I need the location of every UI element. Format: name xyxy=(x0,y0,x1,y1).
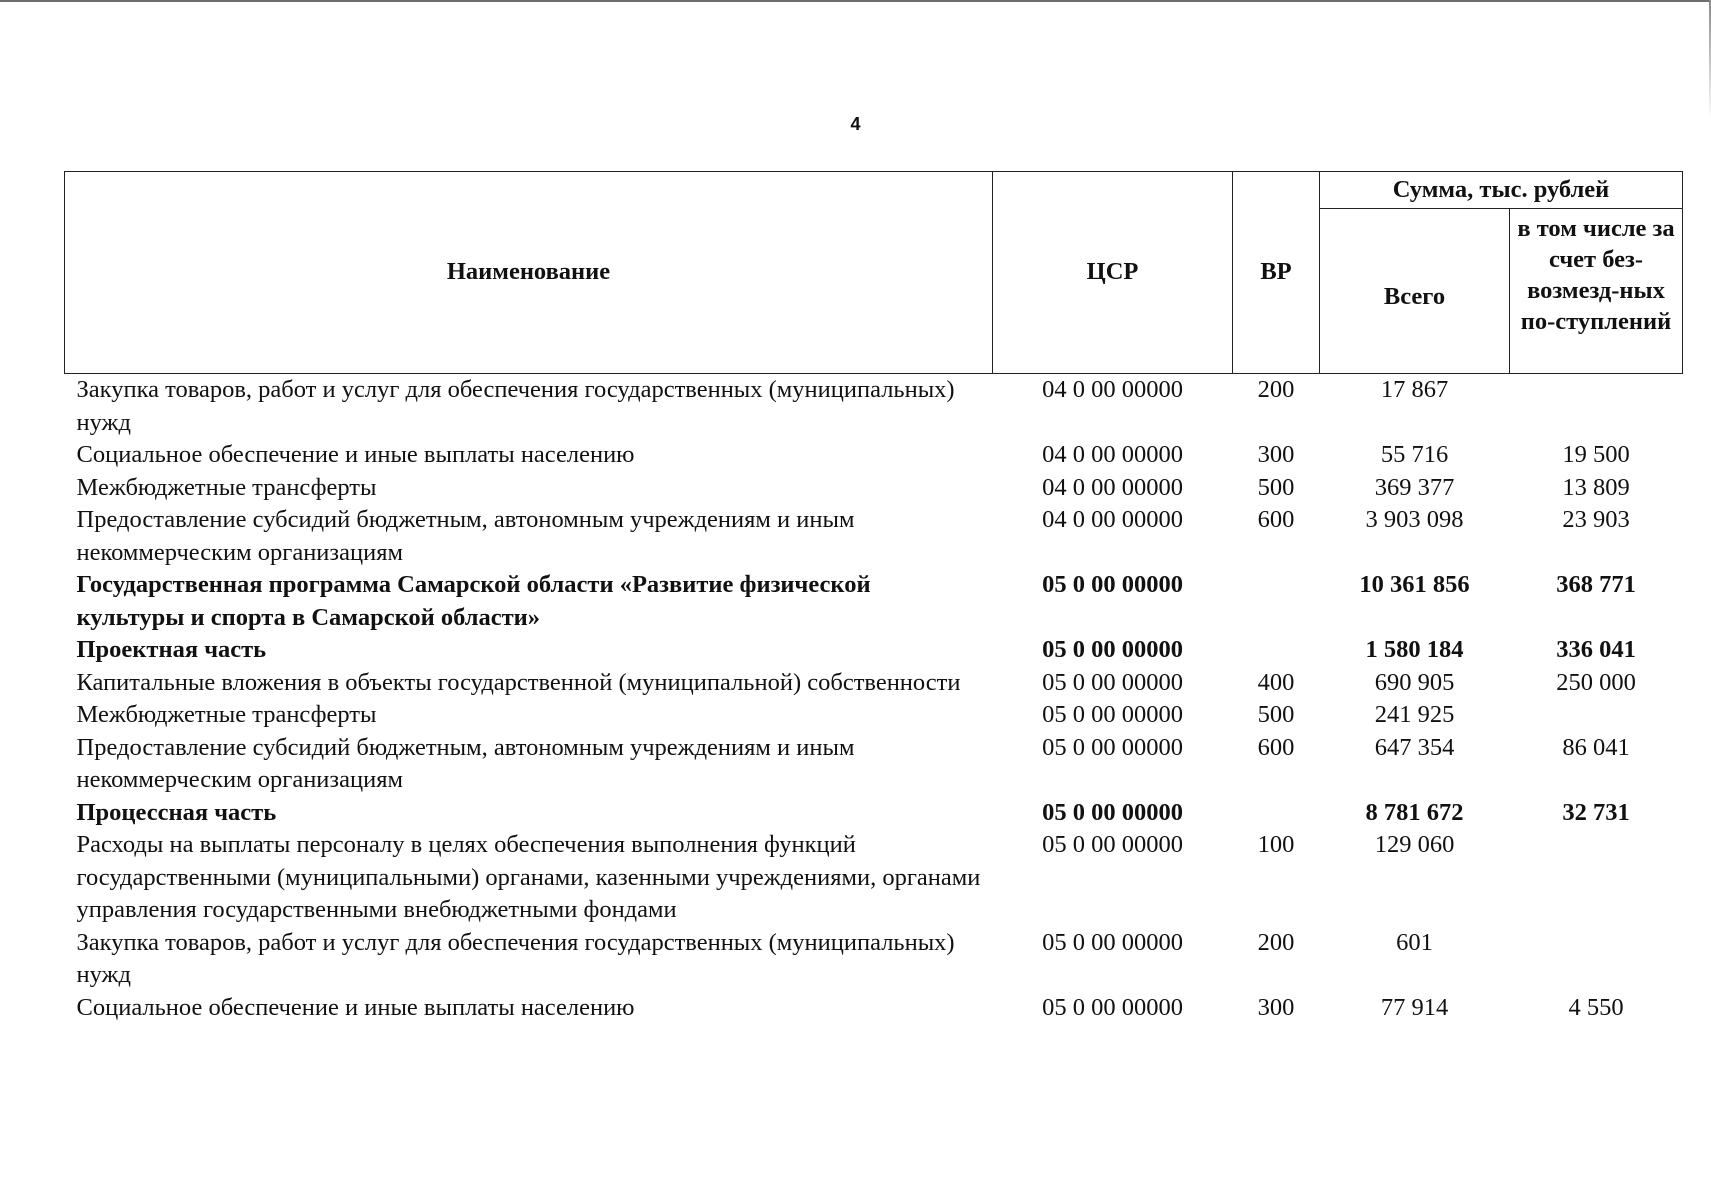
cell-total: 601 xyxy=(1396,928,1433,956)
cell-vr: 500 xyxy=(1257,473,1295,501)
cell-total: 241 925 xyxy=(1374,701,1455,728)
table-row xyxy=(65,504,1683,569)
cell-csr: 05 0 00 00000 xyxy=(1042,993,1183,1021)
cell-csr: 05 0 00 00000 xyxy=(1042,701,1183,728)
cell-csr: 05 0 00 00000 xyxy=(1042,636,1183,663)
cell-free: 4 550 xyxy=(1568,993,1624,1021)
cell-free: 250 000 xyxy=(1556,668,1636,696)
table-header xyxy=(65,172,1683,374)
cell-vr: 200 xyxy=(1257,928,1295,956)
cell-free: 13 809 xyxy=(1562,473,1630,501)
cell-total: 10 361 856 xyxy=(1359,571,1470,598)
cell-total: 647 354 xyxy=(1374,733,1455,761)
cell-name: Социальное обеспечение и иные выплаты населению xyxy=(76,993,635,1021)
cell-name: Межбюджетные трансферты xyxy=(76,701,377,728)
cell-free: 32 731 xyxy=(1562,798,1630,826)
cell-name: Предоставление субсидий бюджетным, автономным учреждениям и иным некоммерческим организациям xyxy=(76,506,855,566)
cell-total: 690 905 xyxy=(1374,668,1455,696)
table-row xyxy=(65,439,1683,472)
cell-name: Государственная программа Самарской области «Развитие физической культуры и спорта в Самарской области» xyxy=(76,571,871,631)
cell-free: 19 500 xyxy=(1562,441,1630,468)
cell-free xyxy=(1510,699,1683,732)
cell-csr: 04 0 00 00000 xyxy=(1042,376,1183,403)
cell-name: Проектная часть xyxy=(76,636,267,663)
cell-csr: 04 0 00 00000 xyxy=(1042,506,1183,533)
header-total: Всего xyxy=(1320,209,1510,374)
cell-vr: 200 xyxy=(1257,376,1295,403)
cell-name: Процессная часть xyxy=(76,798,277,826)
cell-name: Предоставление субсидий бюджетным, автономным учреждениям и иным некоммерческим организациям xyxy=(76,733,855,793)
cell-csr: 05 0 00 00000 xyxy=(1042,928,1183,956)
table-row xyxy=(65,829,1683,927)
table-row xyxy=(65,732,1683,797)
cell-free: 368 771 xyxy=(1556,571,1636,598)
cell-vr: 500 xyxy=(1257,701,1295,728)
cell-total: 17 867 xyxy=(1380,376,1449,403)
cell-total: 1 580 184 xyxy=(1365,636,1464,663)
cell-free xyxy=(1510,927,1683,992)
cell-total: 77 914 xyxy=(1380,993,1449,1021)
cell-free: 86 041 xyxy=(1562,733,1630,761)
header-sum: Сумма, тыс. рублей xyxy=(1320,172,1683,209)
cell-vr: 100 xyxy=(1257,831,1295,858)
header-name: Наименование xyxy=(65,172,993,374)
cell-csr: 05 0 00 00000 xyxy=(1042,831,1183,858)
budget-table xyxy=(64,171,1683,1024)
table-row xyxy=(65,472,1683,505)
cell-vr: 300 xyxy=(1257,993,1295,1021)
cell-total: 369 377 xyxy=(1374,473,1455,501)
cell-total: 129 060 xyxy=(1374,831,1455,858)
cell-vr: 600 xyxy=(1257,506,1295,533)
header-csr: ЦСР xyxy=(993,172,1233,374)
cell-vr: 400 xyxy=(1257,668,1295,696)
table-row xyxy=(65,374,1683,440)
cell-free xyxy=(1510,829,1683,927)
cell-name: Межбюджетные трансферты xyxy=(76,473,377,501)
cell-name: Капитальные вложения в объекты государственной (муниципальной) собственности xyxy=(76,668,961,696)
table-row xyxy=(65,699,1683,732)
cell-vr xyxy=(1233,797,1320,830)
table-row xyxy=(65,634,1683,667)
scan-top-edge xyxy=(0,0,1711,2)
cell-vr: 600 xyxy=(1257,733,1295,761)
cell-csr: 04 0 00 00000 xyxy=(1042,441,1183,468)
cell-vr: 300 xyxy=(1257,441,1295,468)
cell-csr: 04 0 00 00000 xyxy=(1042,473,1183,501)
cell-total: 3 903 098 xyxy=(1365,506,1464,533)
table-row xyxy=(65,927,1683,992)
cell-free: 336 041 xyxy=(1556,636,1636,663)
cell-name: Закупка товаров, работ и услуг для обеспечения государственных (муниципальных) нужд xyxy=(76,928,955,988)
page-number: 4 xyxy=(850,114,861,134)
cell-csr: 05 0 00 00000 xyxy=(1042,668,1183,696)
cell-csr: 05 0 00 00000 xyxy=(1042,798,1183,826)
header-vr: ВР xyxy=(1233,172,1320,374)
header-free: в том числе за счет без-возмезд-ных по-ступлений xyxy=(1510,209,1683,374)
cell-name: Социальное обеспечение и иные выплаты населению xyxy=(76,441,635,468)
cell-name: Закупка товаров, работ и услуг для обеспечения государственных (муниципальных) нужд xyxy=(76,376,955,436)
table-body xyxy=(65,374,1683,1025)
cell-vr xyxy=(1233,569,1320,634)
cell-name: Расходы на выплаты персоналу в целях обеспечения выполнения функций государственными (муниципальными) органами, казенными учреждениями, органами управления государственными внебюджетными фондами xyxy=(76,831,981,923)
table-row xyxy=(65,569,1683,634)
cell-free xyxy=(1510,374,1683,440)
table-row xyxy=(65,667,1683,700)
cell-total: 8 781 672 xyxy=(1365,798,1464,826)
cell-free: 23 903 xyxy=(1562,506,1630,533)
table-row xyxy=(65,797,1683,830)
cell-csr: 05 0 00 00000 xyxy=(1042,733,1183,761)
cell-total: 55 716 xyxy=(1380,441,1449,468)
cell-csr: 05 0 00 00000 xyxy=(1042,571,1183,598)
table-row xyxy=(65,992,1683,1025)
cell-vr xyxy=(1233,634,1320,667)
